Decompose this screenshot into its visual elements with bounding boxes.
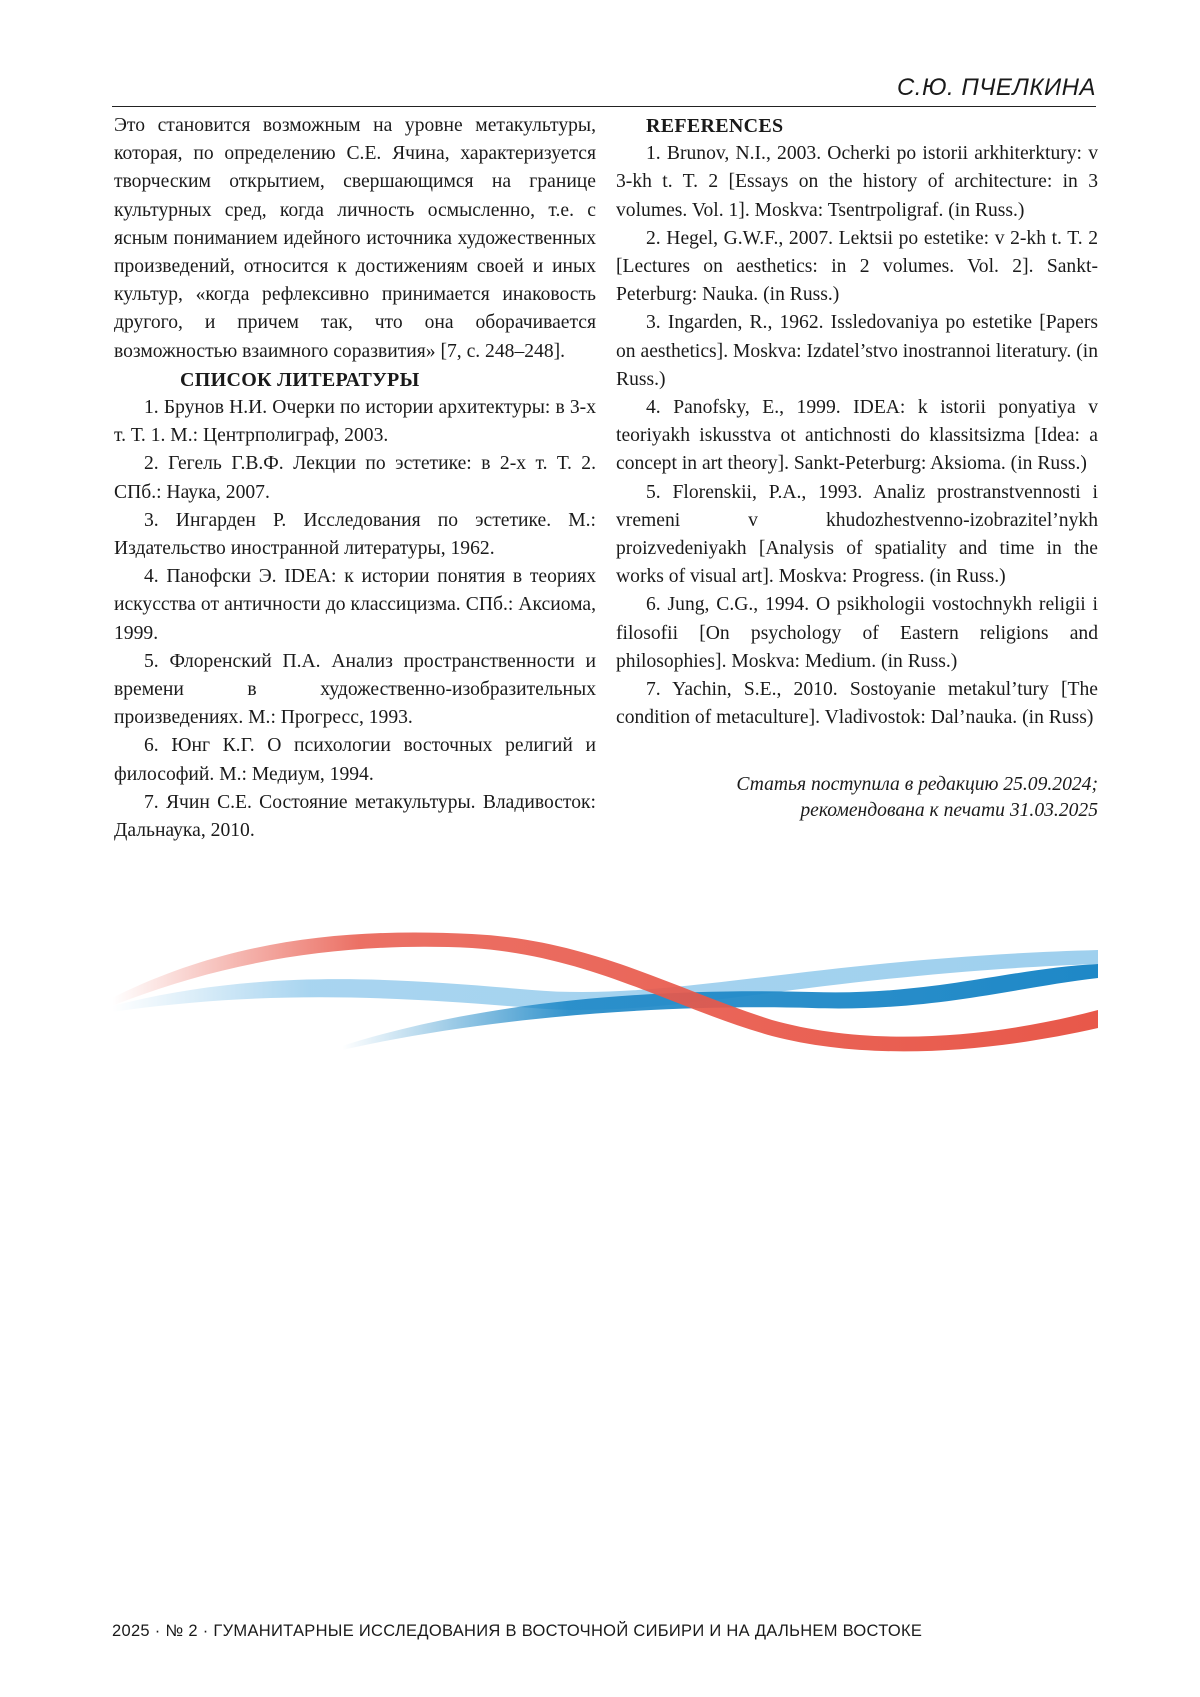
reference-item: 6. Jung, C.G., 1994. O psikhologii vostochnykh religii i filosofii [On psychology of Eastern religions and philosophies]. Moskva: Medium. (in Russ.) xyxy=(616,594,1098,672)
references-heading-en: REFERENCES xyxy=(646,115,784,137)
footer: 2025 · № 2 · ГУМАНИТАРНЫЕ ИССЛЕДОВАНИЯ В ВОСТОЧНОЙ СИБИРИ И НА ДАЛЬНЕМ ВОСТОКЕ xyxy=(112,1622,923,1640)
reference-item: 6. Юнг К.Г. О психологии восточных религий и философий. М.: Медиум, 1994. xyxy=(114,735,596,785)
reference-item: 4. Panofsky, E., 1999. IDEA: k istorii ponyatiya v teoriyakh iskusstva ot antichnosti do klassitsizma [Idea: a concept in art theory]. Sankt-Peterburg: Aksioma. (in Russ.) xyxy=(616,397,1098,475)
body-paragraph: Это становится возможным на уровне метакультуры, которая, по определению С.Е. Ячина, характеризуется творческим открытием, свершающимся на границе культурных сред, когда личность осмысленно, т.е. с ясным пониманием идейного источника художественных произведений, относится к достижениям своей и иных культур, «когда рефлексивно принимается инаковость другого, и причем так, что она оборачивается возможностью взаимного соразвития» [7, с. 248–248]. xyxy=(114,115,596,362)
author-name: С.Ю. ПЧЕЛКИНА xyxy=(896,74,1096,101)
reference-item: 1. Брунов Н.И. Очерки по истории архитектуры: в 3-х т. Т. 1. М.: Центрполиграф, 2003. xyxy=(114,397,596,447)
reference-item: 1. Brunov, N.I., 2003. Ocherki po istorii arkhiterktury: v 3-kh t. T. 2 [Essays on the history of architecture: in 3 volumes. Vol. 1]. Moskva: Tsentrpoligraf. (in Russ.) xyxy=(616,143,1098,221)
reference-item: 2. Hegel, G.W.F., 2007. Lektsii po estetike: v 2-kh t. T. 2 [Lectures on aesthetics: in 2 volumes. Vol. 2]. Sankt-Peterburg: Nauka. (in Russ.) xyxy=(616,227,1098,306)
decorative-wave xyxy=(112,928,1098,1054)
received-date: Статья поступила в редакцию 25.09.2024; xyxy=(736,774,1098,796)
running-head xyxy=(112,72,1096,107)
right-column xyxy=(616,112,1098,824)
reference-item: 7. Ячин С.Е. Состояние метакультуры. Владивосток: Дальнаука, 2010. xyxy=(114,791,596,842)
received-note xyxy=(616,772,1098,824)
reference-item: 7. Yachin, S.E., 2010. Sostoyanie metakul’tury [The condition of metaculture]. Vladivostok: Dal’nauka. (in Russ) xyxy=(616,679,1098,729)
reference-item: 3. Ингарден Р. Исследования по эстетике. М.: Издательство иностранной литературы, 1962. xyxy=(114,509,596,560)
accepted-date: рекомендована к печати 31.03.2025 xyxy=(800,800,1098,822)
reference-item: 4. Панофски Э. IDEA: к истории понятия в теориях искусства от античности до классицизма. СПб.: Аксиома, 1999. xyxy=(114,566,596,644)
left-column xyxy=(114,112,596,845)
reference-item: 3. Ingarden, R., 1962. Issledovaniya po estetike [Papers on aesthetics]. Moskva: Izdatel’stvo inostrannoi literatury. (in Russ.) xyxy=(616,312,1098,390)
reference-item: 5. Florenskii, P.A., 1993. Analiz prostranstvennosti i vremeni v khudozhestvenno-izobrazitel’nykh proizvedeniyakh [Analysis of spatiality and time in the works of visual art]. Moskva: Progress. (in Russ.) xyxy=(616,481,1098,588)
references-heading-ru: СПИСОК ЛИТЕРАТУРЫ xyxy=(180,368,420,391)
reference-item: 2. Гегель Г.В.Ф. Лекции по эстетике: в 2-х т. Т. 2. СПб.: Наука, 2007. xyxy=(114,453,596,503)
reference-item: 5. Флоренский П.А. Анализ пространственности и времени в художественно-изобразительных произведениях. М.: Прогресс, 1993. xyxy=(114,650,596,729)
